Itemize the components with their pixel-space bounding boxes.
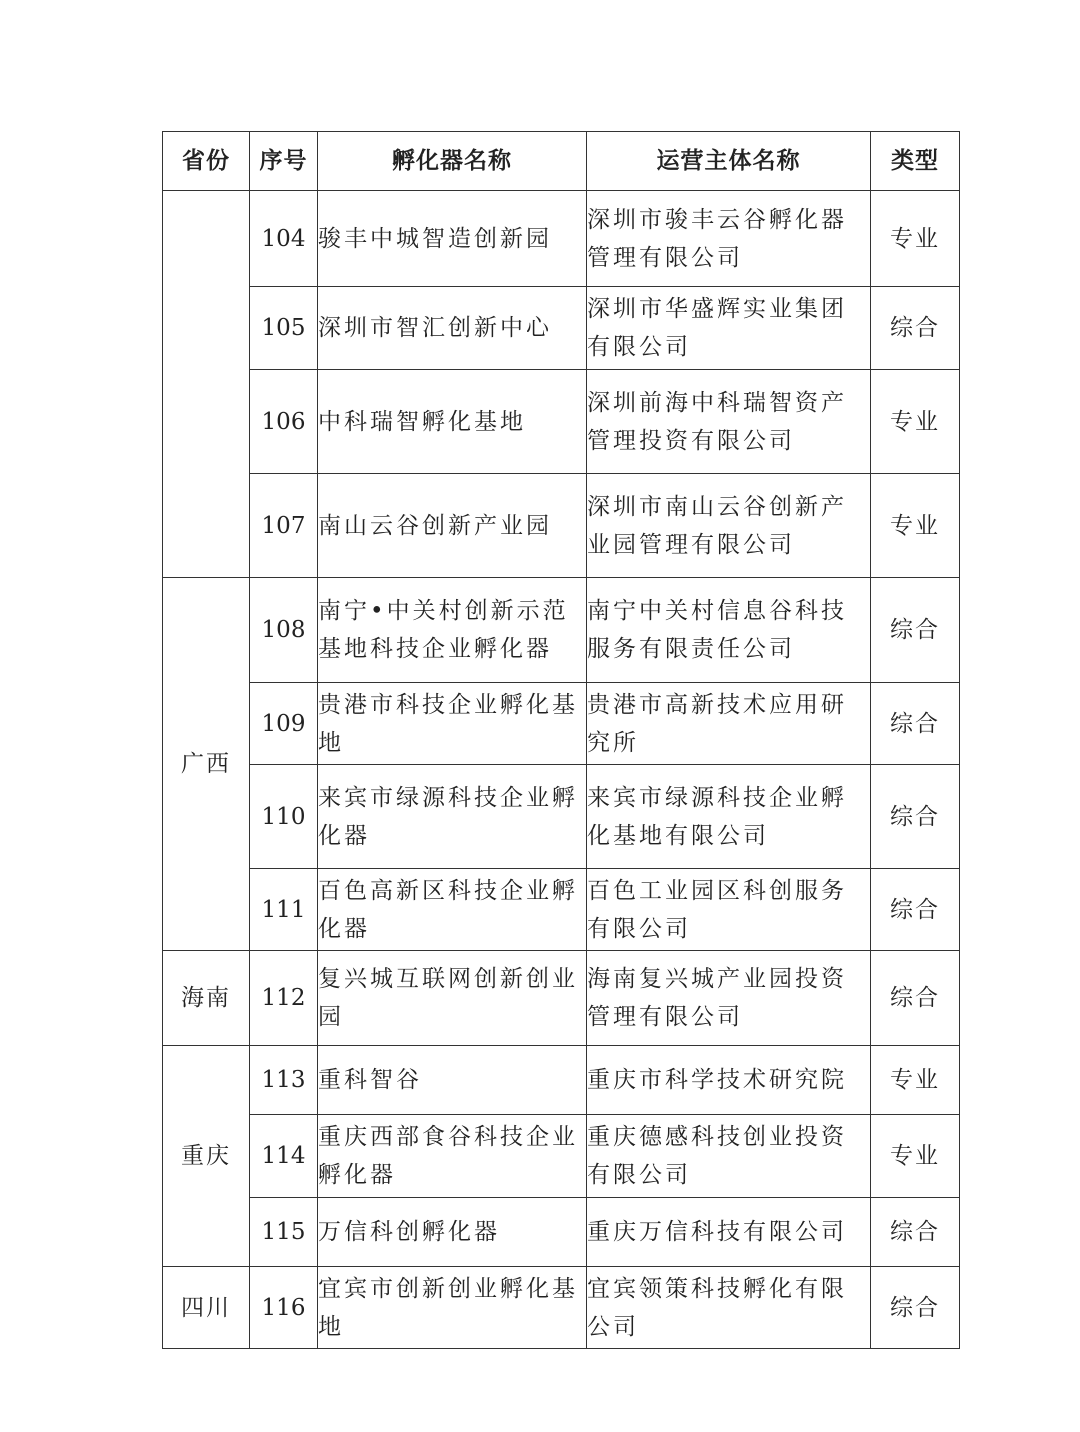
operator-name-cell: 深圳市华盛辉实业集团有限公司 — [587, 287, 871, 370]
incubator-name-cell: 深圳市智汇创新中心 — [318, 287, 587, 370]
operator-name-cell: 深圳市南山云谷创新产业园管理有限公司 — [587, 474, 871, 578]
seq-cell: 108 — [250, 578, 318, 683]
seq-cell: 106 — [250, 370, 318, 474]
incubator-name-cell: 南山云谷创新产业园 — [318, 474, 587, 578]
type-cell: 综合 — [871, 287, 960, 370]
incubator-name-cell: 重庆西部食谷科技企业孵化器 — [318, 1115, 587, 1198]
operator-name-cell: 深圳市骏丰云谷孵化器管理有限公司 — [587, 191, 871, 287]
table-body — [163, 191, 960, 1349]
incubator-table — [162, 131, 960, 1349]
seq-cell: 105 — [250, 287, 318, 370]
type-cell: 综合 — [871, 1267, 960, 1349]
operator-name-cell: 宜宾领策科技孵化有限公司 — [587, 1267, 871, 1349]
header-incubator-name: 孵化器名称 — [318, 132, 587, 191]
operator-name-cell: 重庆德感科技创业投资有限公司 — [587, 1115, 871, 1198]
incubator-name-cell: 万信科创孵化器 — [318, 1198, 587, 1267]
seq-cell: 109 — [250, 683, 318, 765]
header-operator-name: 运营主体名称 — [587, 132, 871, 191]
table-row — [163, 1198, 960, 1267]
incubator-name-cell: 南宁•中关村创新示范基地科技企业孵化器 — [318, 578, 587, 683]
seq-cell: 115 — [250, 1198, 318, 1267]
operator-name-cell: 来宾市绿源科技企业孵化基地有限公司 — [587, 765, 871, 869]
incubator-name-cell: 中科瑞智孵化基地 — [318, 370, 587, 474]
operator-name-cell: 南宁中关村信息谷科技服务有限责任公司 — [587, 578, 871, 683]
operator-name-cell: 贵港市高新技术应用研究所 — [587, 683, 871, 765]
type-cell: 专业 — [871, 474, 960, 578]
province-cell: 广西 — [163, 578, 250, 951]
table-row — [163, 951, 960, 1046]
table-row — [163, 1115, 960, 1198]
operator-name-cell: 深圳前海中科瑞智资产管理投资有限公司 — [587, 370, 871, 474]
seq-cell: 116 — [250, 1267, 318, 1349]
incubator-name-cell: 百色高新区科技企业孵化器 — [318, 869, 587, 951]
type-cell: 专业 — [871, 191, 960, 287]
table-row — [163, 287, 960, 370]
type-cell: 综合 — [871, 1198, 960, 1267]
table-row — [163, 1046, 960, 1115]
incubator-name-cell: 贵港市科技企业孵化基地 — [318, 683, 587, 765]
table-row — [163, 869, 960, 951]
seq-cell: 114 — [250, 1115, 318, 1198]
type-cell: 专业 — [871, 1115, 960, 1198]
seq-cell: 113 — [250, 1046, 318, 1115]
table-row — [163, 474, 960, 578]
province-cell: 四川 — [163, 1267, 250, 1349]
header-seq: 序号 — [250, 132, 318, 191]
seq-cell: 110 — [250, 765, 318, 869]
table-row — [163, 683, 960, 765]
province-cell: 海南 — [163, 951, 250, 1046]
table-row — [163, 1267, 960, 1349]
table-row — [163, 191, 960, 287]
table-row — [163, 578, 960, 683]
province-cell — [163, 191, 250, 578]
seq-cell: 112 — [250, 951, 318, 1046]
header-type: 类型 — [871, 132, 960, 191]
seq-cell: 104 — [250, 191, 318, 287]
header-row — [163, 132, 960, 191]
table-row — [163, 370, 960, 474]
seq-cell: 107 — [250, 474, 318, 578]
type-cell: 专业 — [871, 1046, 960, 1115]
header-province: 省份 — [163, 132, 250, 191]
type-cell: 综合 — [871, 765, 960, 869]
table-row — [163, 765, 960, 869]
operator-name-cell: 重庆市科学技术研究院 — [587, 1046, 871, 1115]
seq-cell: 111 — [250, 869, 318, 951]
operator-name-cell: 百色工业园区科创服务有限公司 — [587, 869, 871, 951]
operator-name-cell: 海南复兴城产业园投资管理有限公司 — [587, 951, 871, 1046]
incubator-name-cell: 重科智谷 — [318, 1046, 587, 1115]
incubator-name-cell: 复兴城互联网创新创业园 — [318, 951, 587, 1046]
operator-name-cell: 重庆万信科技有限公司 — [587, 1198, 871, 1267]
incubator-name-cell: 骏丰中城智造创新园 — [318, 191, 587, 287]
type-cell: 综合 — [871, 869, 960, 951]
type-cell: 综合 — [871, 683, 960, 765]
incubator-name-cell: 来宾市绿源科技企业孵化器 — [318, 765, 587, 869]
type-cell: 综合 — [871, 578, 960, 683]
type-cell: 综合 — [871, 951, 960, 1046]
incubator-name-cell: 宜宾市创新创业孵化基地 — [318, 1267, 587, 1349]
type-cell: 专业 — [871, 370, 960, 474]
province-cell: 重庆 — [163, 1046, 250, 1267]
